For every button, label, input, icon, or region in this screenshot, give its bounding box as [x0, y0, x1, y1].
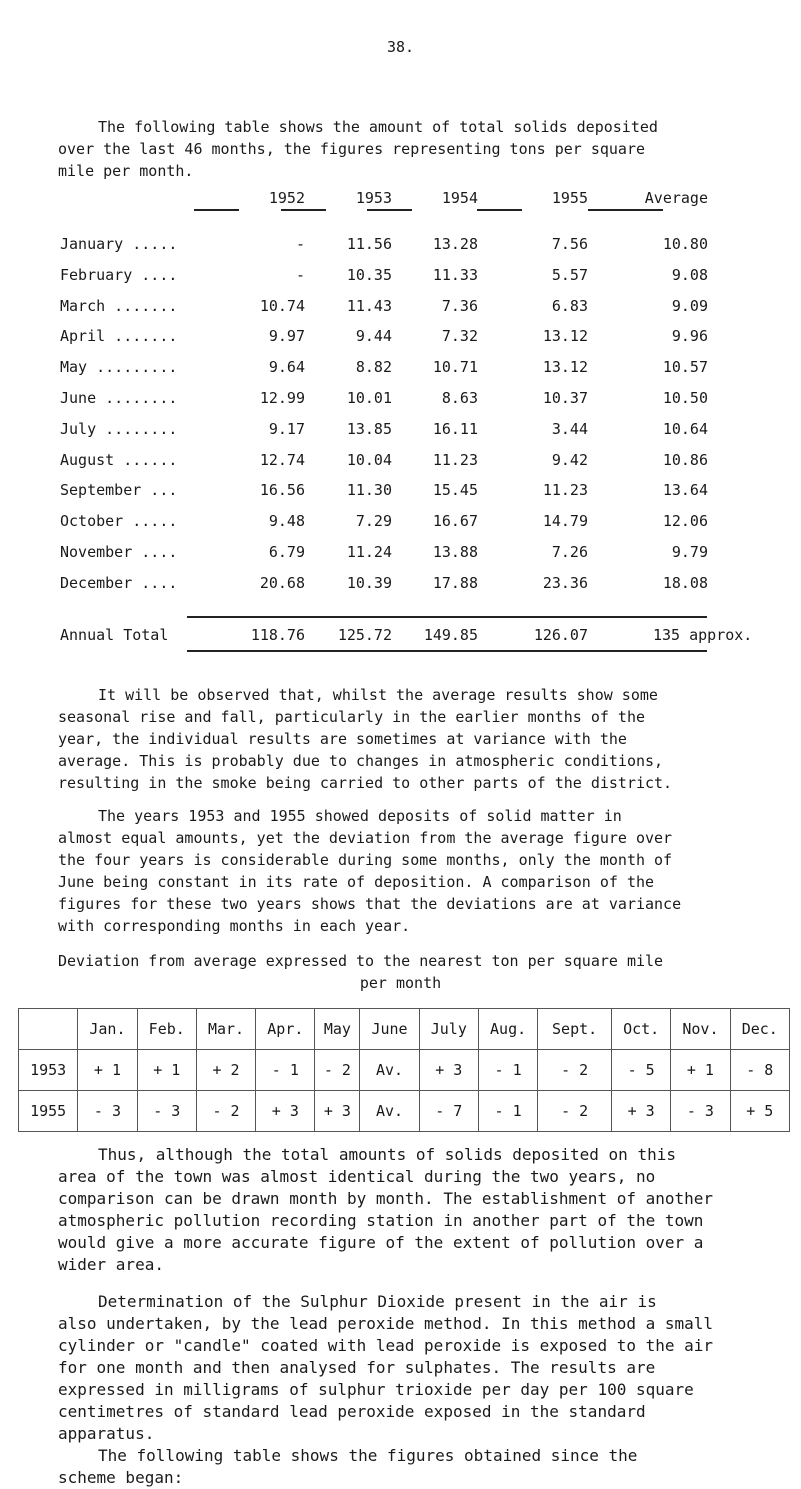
- paragraph-sulphur-dioxide: [58, 1291, 713, 1445]
- solids-value: 18.08: [662, 573, 708, 592]
- text-line: comparison can be drawn month by month. The establishment of another: [58, 1189, 714, 1208]
- solids-value: 13.85: [346, 419, 392, 438]
- deviation-row: [19, 1050, 790, 1091]
- solids-value: 11.24: [346, 543, 392, 561]
- solids-value: 8.63: [441, 389, 478, 407]
- deviation-value-cell: Av.: [360, 1050, 419, 1091]
- solids-value: 23.36: [542, 573, 588, 592]
- deviation-value-cell: - 5: [611, 1050, 670, 1091]
- month-label: May .........: [60, 358, 178, 377]
- deviation-header-cell: [19, 1009, 78, 1050]
- paragraph-following-table: [58, 1445, 637, 1489]
- total-average: 135 approx.: [653, 626, 753, 644]
- total-bottom-rule: [187, 650, 707, 652]
- deviation-value-cell: - 3: [671, 1091, 730, 1132]
- month-label: July ........: [60, 419, 178, 438]
- intro-line: over the last 46 months, the figures representing tons per square: [58, 140, 645, 158]
- text-line: centimetres of standard lead peroxide exposed in the standard: [58, 1402, 646, 1421]
- solids-value: 10.64: [662, 419, 708, 438]
- solids-value: 9.79: [671, 543, 708, 561]
- text-line: Thus, although the total amounts of solids deposited on this: [98, 1145, 676, 1164]
- month-label: April .......: [60, 327, 178, 346]
- deviation-value-cell: - 2: [538, 1050, 612, 1091]
- month-label: January .....: [60, 235, 178, 253]
- total-rule: [187, 616, 707, 618]
- text-line: the four years is considerable during some months, only the month of: [58, 851, 673, 869]
- deviation-header-cell: Mar.: [196, 1009, 255, 1050]
- solids-value: 12.06: [662, 512, 708, 531]
- total-1952: 118.76: [250, 626, 305, 644]
- solids-table-row: [60, 297, 760, 317]
- text-line: figures for these two years shows that the deviations are at variance: [58, 895, 682, 913]
- solids-value: 9.96: [671, 327, 708, 346]
- annual-total-row: [60, 626, 760, 646]
- total-1955: 126.07: [533, 626, 588, 644]
- deviation-value-cell: + 3: [256, 1091, 315, 1132]
- solids-table-row: [60, 327, 760, 347]
- col-header-1955: 1955: [551, 189, 588, 207]
- solids-value: 9.97: [268, 327, 305, 346]
- deviation-value-cell: - 3: [137, 1091, 196, 1132]
- month-label: March .......: [60, 296, 178, 315]
- month-label: June ........: [60, 389, 178, 407]
- header-underline: [281, 209, 326, 211]
- deviation-value-cell: - 1: [478, 1050, 537, 1091]
- total-1954: 149.85: [423, 626, 478, 644]
- deviation-value-cell: + 3: [611, 1091, 670, 1132]
- intro-line: The following table shows the amount of total solids deposited: [98, 118, 658, 136]
- deviation-table: [18, 1008, 790, 1132]
- deviation-header-cell: Dec.: [730, 1009, 789, 1050]
- deviation-header-cell: Aug.: [478, 1009, 537, 1050]
- solids-table-row: [60, 420, 760, 440]
- solids-value: 17.88: [432, 573, 478, 592]
- deviation-value-cell: + 1: [78, 1050, 137, 1091]
- text-line: Determination of the Sulphur Dioxide present in the air is: [98, 1292, 657, 1311]
- deviation-value-cell: + 3: [419, 1050, 478, 1091]
- solids-table-row: [60, 512, 760, 532]
- solids-value: 11.33: [432, 265, 478, 284]
- header-underline: [588, 209, 663, 211]
- deviation-header-cell: Nov.: [671, 1009, 730, 1050]
- text-line: scheme began:: [58, 1468, 184, 1487]
- deviation-value-cell: - 7: [419, 1091, 478, 1132]
- deviation-value-cell: + 2: [196, 1050, 255, 1091]
- solids-value: 13.12: [542, 358, 588, 377]
- solids-table-row: [60, 389, 760, 409]
- solids-value: 14.79: [542, 512, 588, 531]
- col-header-average: Average: [644, 189, 708, 207]
- text-line: for one month and then analysed for sulphates. The results are: [58, 1358, 656, 1377]
- solids-value: 9.44: [355, 327, 392, 346]
- solids-value: 8.82: [355, 358, 392, 377]
- solids-value: 9.09: [671, 296, 708, 315]
- solids-value: 9.08: [671, 265, 708, 284]
- solids-value: 13.64: [662, 481, 708, 500]
- deviation-value-cell: - 1: [478, 1091, 537, 1132]
- text-line: cylinder or "candle" coated with lead peroxide is exposed to the air: [58, 1336, 714, 1355]
- deviation-caption-sub: per month: [359, 974, 442, 992]
- deviation-caption: [58, 952, 663, 970]
- solids-table-row: [60, 266, 760, 286]
- deviation-value-cell: - 1: [256, 1050, 315, 1091]
- solids-value: 9.42: [551, 450, 588, 469]
- solids-value: 16.11: [432, 419, 478, 438]
- solids-table-row: [60, 235, 760, 255]
- deviation-value-cell: + 1: [671, 1050, 730, 1091]
- solids-value: 10.80: [662, 235, 708, 253]
- deviation-header-cell: May: [315, 1009, 360, 1050]
- deviation-header-cell: July: [419, 1009, 478, 1050]
- month-label: September ...: [60, 481, 178, 500]
- solids-value: -: [295, 265, 305, 284]
- solids-value: 12.74: [259, 450, 305, 469]
- month-label: October .....: [60, 512, 178, 531]
- text-line: It will be observed that, whilst the average results show some: [98, 686, 658, 704]
- solids-table-row: [60, 451, 760, 471]
- col-header-1952: 1952: [268, 189, 305, 207]
- solids-value: 10.04: [346, 450, 392, 469]
- solids-value: 10.86: [662, 450, 708, 469]
- solids-value: 13.88: [432, 543, 478, 561]
- month-label: December ....: [60, 573, 178, 592]
- solids-value: 12.99: [259, 389, 305, 407]
- col-header-1954: 1954: [441, 189, 478, 207]
- month-label: November ....: [60, 543, 178, 561]
- solids-value: 10.35: [346, 265, 392, 284]
- deviation-year-cell: 1955: [19, 1091, 78, 1132]
- solids-value: 11.43: [346, 296, 392, 315]
- solids-value: 11.23: [542, 481, 588, 500]
- deviation-value-cell: - 8: [730, 1050, 789, 1091]
- intro-line: mile per month.: [58, 162, 194, 180]
- deviation-header-cell: Sept.: [538, 1009, 612, 1050]
- text-line: seasonal rise and fall, particularly in the earlier months of the: [58, 708, 645, 726]
- caption-line: Deviation from average expressed to the nearest ton per square mile: [58, 952, 664, 970]
- total-1953: 125.72: [337, 626, 392, 644]
- page-number: 38.: [386, 38, 415, 56]
- solids-value: 3.44: [551, 419, 588, 438]
- solids-value: 9.17: [268, 419, 305, 438]
- total-label: Annual Total: [60, 626, 169, 644]
- solids-value: 10.50: [662, 389, 708, 407]
- header-underline: [477, 209, 522, 211]
- deviation-header-cell: Feb.: [137, 1009, 196, 1050]
- deviation-header-cell: Jan.: [78, 1009, 137, 1050]
- text-line: June being constant in its rate of deposition. A comparison of the: [58, 873, 655, 891]
- text-line: average. This is probably due to changes in atmospheric conditions,: [58, 752, 664, 770]
- col-header-1953: 1953: [355, 189, 392, 207]
- deviation-value-cell: + 5: [730, 1091, 789, 1132]
- deviation-value-cell: - 2: [538, 1091, 612, 1132]
- text-line: wider area.: [58, 1255, 164, 1274]
- solids-table-row: [60, 574, 760, 594]
- deviation-header-cell: Apr.: [256, 1009, 315, 1050]
- solids-value: 15.45: [432, 481, 478, 500]
- solids-value: 13.12: [542, 327, 588, 346]
- solids-value: 9.48: [268, 512, 305, 531]
- text-line: would give a more accurate figure of the extent of pollution over a: [58, 1233, 704, 1252]
- solids-value: 6.79: [268, 543, 305, 561]
- header-underline: [194, 209, 239, 211]
- solids-value: 7.29: [355, 512, 392, 531]
- solids-value: 11.56: [346, 235, 392, 253]
- paragraph-conclusion: [58, 1144, 713, 1276]
- deviation-row: [19, 1091, 790, 1132]
- solids-value: 7.32: [441, 327, 478, 346]
- text-line: expressed in milligrams of sulphur trioxide per day per 100 square: [58, 1380, 694, 1399]
- deviation-value-cell: - 3: [78, 1091, 137, 1132]
- deviation-value-cell: - 2: [196, 1091, 255, 1132]
- deviation-value-cell: + 3: [315, 1091, 360, 1132]
- text-line: The years 1953 and 1955 showed deposits of solid matter in: [98, 807, 622, 825]
- deviation-value-cell: - 2: [315, 1050, 360, 1091]
- solids-value: 9.64: [268, 358, 305, 377]
- text-line: The following table shows the figures obtained since the: [98, 1446, 638, 1465]
- header-underline: [367, 209, 412, 211]
- deviation-value-cell: + 1: [137, 1050, 196, 1091]
- deviation-header-cell: Oct.: [611, 1009, 670, 1050]
- text-line: resulting in the smoke being carried to other parts of the district.: [58, 774, 673, 792]
- solids-table-row: [60, 481, 760, 501]
- solids-value: 11.30: [346, 481, 392, 500]
- solids-value: 20.68: [259, 573, 305, 592]
- text-line: with corresponding months in each year.: [58, 917, 411, 935]
- intro-paragraph: [58, 116, 658, 182]
- deviation-year-cell: 1953: [19, 1050, 78, 1091]
- solids-value: 6.83: [551, 296, 588, 315]
- solids-table-row: [60, 543, 760, 563]
- text-line: year, the individual results are sometimes at variance with the: [58, 730, 627, 748]
- solids-value: 16.67: [432, 512, 478, 531]
- text-line: apparatus.: [58, 1424, 155, 1443]
- solids-value: 10.37: [542, 389, 588, 407]
- month-label: February ....: [60, 265, 178, 284]
- deviation-header-row: [19, 1009, 790, 1050]
- paragraph-seasonal: [58, 684, 672, 794]
- solids-value: 10.71: [432, 358, 478, 377]
- solids-value: 10.74: [259, 296, 305, 315]
- solids-value: 10.01: [346, 389, 392, 407]
- solids-table-row: [60, 358, 760, 378]
- text-line: almost equal amounts, yet the deviation from the average figure over: [58, 829, 673, 847]
- text-line: also undertaken, by the lead peroxide method. In this method a small: [58, 1314, 714, 1333]
- solids-value: 7.26: [551, 543, 588, 561]
- paragraph-comparison: [58, 805, 681, 937]
- deviation-header-cell: June: [360, 1009, 419, 1050]
- solids-value: 5.57: [551, 265, 588, 284]
- text-line: area of the town was almost identical during the two years, no: [58, 1167, 656, 1186]
- month-label: August ......: [60, 450, 178, 469]
- solids-value: 11.23: [432, 450, 478, 469]
- text-line: atmospheric pollution recording station in another part of the town: [58, 1211, 704, 1230]
- solids-value: 13.28: [432, 235, 478, 253]
- solids-value: 7.56: [551, 235, 588, 253]
- solids-value: 10.39: [346, 573, 392, 592]
- deviation-value-cell: Av.: [360, 1091, 419, 1132]
- solids-table-header: [60, 189, 760, 209]
- solids-value: 16.56: [259, 481, 305, 500]
- solids-value: -: [295, 235, 305, 253]
- solids-value: 10.57: [662, 358, 708, 377]
- solids-value: 7.36: [441, 296, 478, 315]
